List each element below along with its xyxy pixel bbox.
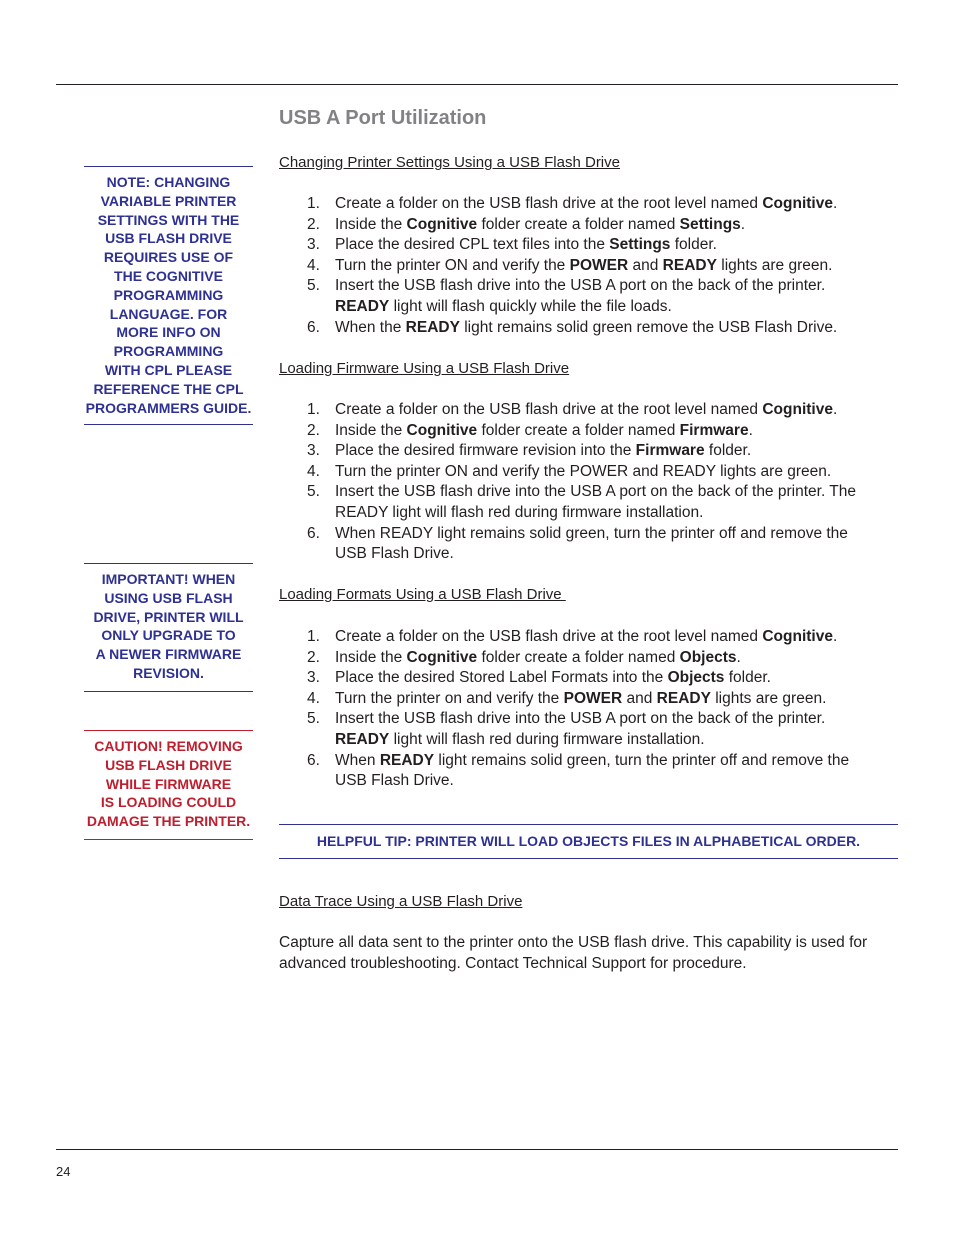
step-text: folder. (704, 442, 752, 460)
important-line: USING USB FLASH (104, 589, 233, 606)
page-number: 24 (56, 1164, 71, 1179)
section-heading-settings: Changing Printer Settings Using a USB Flash Drive (279, 154, 620, 171)
step-item (279, 318, 879, 339)
step-number: 1. (307, 628, 320, 645)
important-line: A NEWER FIRMWARE (95, 646, 242, 663)
step-emphasis: Firmware (679, 421, 749, 439)
important-line: IMPORTANT! WHEN (101, 571, 236, 587)
step-text: folder create a folder named (477, 215, 680, 233)
step-text: light remains solid green, turn the printer off and remove the USB Flash Drive. (335, 751, 850, 790)
step-number: 6. (307, 751, 320, 769)
step-emphasis: READY (662, 256, 717, 274)
step-emphasis: POWER (569, 256, 629, 274)
note-line: NOTE: CHANGING (106, 174, 231, 190)
step-emphasis: READY (335, 297, 390, 315)
step-text: . (832, 628, 838, 645)
step-item (279, 627, 879, 648)
settings-steps-list (279, 194, 879, 338)
formats-steps-list (279, 627, 879, 792)
step-text: Turn the printer on and verify the (335, 689, 564, 707)
step-text: light remains solid green remove the USB Flash Drive. (459, 318, 838, 336)
section-heading-formats: Loading Formats Using a USB Flash Drive (279, 586, 566, 603)
step-item (279, 215, 879, 236)
step-emphasis: POWER (563, 689, 623, 707)
step-text: lights are green. (710, 689, 827, 707)
caution-line: DAMAGE THE PRINTER. (86, 813, 251, 830)
step-number: 2. (307, 648, 320, 666)
caution-line: CAUTION! REMOVING (94, 738, 243, 754)
step-item (279, 648, 879, 669)
step-text: folder. (724, 669, 771, 687)
step-text: . (740, 215, 746, 233)
step-text: . (832, 401, 838, 418)
step-text: . (832, 195, 838, 212)
step-text: and (622, 689, 657, 707)
data-trace-paragraph: Capture all data sent to the printer onto the USB flash drive. This capability is used for advanced troubleshooting. Contact Technical Support for procedure. (279, 934, 868, 972)
important-line: DRIVE, PRINTER WILL (93, 608, 244, 625)
step-item (279, 421, 879, 442)
step-item (279, 462, 879, 483)
step-text: When READY light remains solid green, turn the printer off and remove the USB Flash Drive. (335, 524, 848, 563)
section-heading-firmware: Loading Firmware Using a USB Flash Drive (279, 360, 570, 377)
note-line: VARIABLE PRINTER (100, 192, 237, 209)
step-text: When (335, 751, 380, 769)
note-line: PROGRAMMING (113, 343, 224, 360)
caution-line: WHILE FIRMWARE (105, 775, 232, 792)
step-item (279, 256, 879, 277)
step-text: Place the desired Stored Label Formats into the (335, 669, 668, 687)
step-text: Create a folder on the USB flash drive at the root level named (335, 195, 763, 212)
step-text: lights are green. (716, 256, 833, 274)
note-line: WITH CPL PLEASE (104, 361, 233, 378)
caution-line: USB FLASH DRIVE (105, 756, 232, 773)
step-item (279, 668, 879, 689)
step-text: Create a folder on the USB flash drive at the root level named (335, 401, 763, 418)
page-title: USB A Port Utilization (279, 107, 487, 129)
note-line: PROGRAMMERS GUIDE. (85, 399, 252, 416)
step-item (279, 524, 879, 565)
caution-callout (84, 730, 253, 840)
step-number: 1. (307, 195, 320, 212)
step-emphasis: Settings (679, 215, 741, 233)
step-number: 4. (307, 256, 320, 274)
step-text: . (748, 421, 753, 439)
step-number: 1. (307, 401, 320, 418)
step-emphasis: READY (405, 318, 460, 336)
step-item (279, 235, 879, 256)
note-line: SETTINGS WITH THE (97, 211, 240, 228)
step-emphasis: Cognitive (762, 195, 833, 212)
step-text: Turn the printer ON and verify the (335, 256, 570, 274)
step-item (279, 689, 879, 710)
step-number: 5. (307, 483, 320, 501)
step-number: 2. (307, 215, 320, 233)
step-emphasis: Firmware (635, 442, 705, 460)
step-text: Insert the USB flash drive into the USB A port on the back of the printer. The READY light will flash red during firmware installation. (335, 483, 856, 521)
step-number: 5. (307, 277, 320, 295)
step-number: 6. (307, 524, 320, 542)
step-emphasis: Cognitive (406, 421, 478, 439)
step-emphasis: Cognitive (762, 628, 833, 645)
step-emphasis: Settings (609, 236, 671, 254)
important-line: ONLY UPGRADE TO (101, 627, 236, 644)
note-line: LANGUAGE. FOR (109, 305, 228, 322)
step-number: 5. (307, 710, 320, 728)
step-item (279, 441, 879, 462)
step-text: folder. (670, 236, 717, 254)
important-line: REVISION. (133, 664, 204, 681)
step-text: Turn the printer ON and verify the POWER and READY lights are green. (335, 462, 832, 480)
step-emphasis: READY (335, 730, 390, 748)
bottom-rule (56, 1149, 898, 1150)
step-emphasis: Objects (667, 669, 725, 687)
step-number: 3. (307, 236, 320, 254)
step-text: light will flash quickly while the file loads. (389, 297, 672, 315)
step-emphasis: Cognitive (762, 401, 833, 418)
step-text: folder create a folder named (477, 648, 680, 666)
step-item (279, 400, 879, 421)
note-line: REFERENCE THE CPL (93, 380, 244, 397)
top-rule (56, 84, 898, 85)
note-line: MORE INFO ON (116, 324, 221, 341)
step-number: 2. (307, 421, 320, 439)
step-emphasis: Objects (679, 648, 737, 666)
step-text: . (736, 648, 741, 666)
step-text: Create a folder on the USB flash drive at the root level named (335, 628, 763, 645)
firmware-steps-list (279, 400, 879, 565)
note-line: THE COGNITIVE (114, 267, 223, 284)
step-text: light will flash red during firmware installation. (389, 730, 705, 748)
step-text: Inside the (335, 215, 407, 233)
step-emphasis: Cognitive (406, 215, 478, 233)
step-text: and (628, 256, 663, 274)
step-text: Place the desired CPL text files into the (335, 236, 610, 254)
step-item (279, 709, 879, 750)
step-text: Insert the USB flash drive into the USB A port on the back of the printer. (335, 710, 826, 728)
note-line: REQUIRES USE OF (103, 249, 234, 266)
step-emphasis: READY (656, 689, 711, 707)
step-text: Insert the USB flash drive into the USB A port on the back of the printer. (335, 277, 826, 295)
step-text: folder create a folder named (477, 421, 680, 439)
note-line: USB FLASH DRIVE (105, 230, 232, 247)
helpful-tip: HELPFUL TIP: PRINTER WILL LOAD OBJECTS FILES IN ALPHABETICAL ORDER. (279, 824, 898, 859)
step-number: 6. (307, 318, 320, 336)
step-item (279, 194, 879, 215)
caution-line: IS LOADING COULD (100, 794, 237, 811)
step-number: 3. (307, 669, 320, 687)
step-text: Place the desired firmware revision into the (335, 442, 636, 460)
important-callout (84, 563, 253, 692)
step-text: Inside the (335, 421, 407, 439)
step-number: 4. (307, 689, 320, 707)
step-text: Inside the (335, 648, 407, 666)
section-heading-data-trace: Data Trace Using a USB Flash Drive (279, 893, 523, 910)
step-emphasis: READY (379, 751, 435, 769)
step-text: When the (335, 318, 406, 336)
note-line: PROGRAMMING (113, 286, 224, 303)
step-emphasis: Cognitive (406, 648, 478, 666)
step-item (279, 276, 879, 317)
note-callout (84, 166, 253, 425)
step-item (279, 751, 879, 792)
step-number: 3. (307, 442, 320, 460)
step-item (279, 482, 879, 523)
step-number: 4. (307, 462, 320, 480)
